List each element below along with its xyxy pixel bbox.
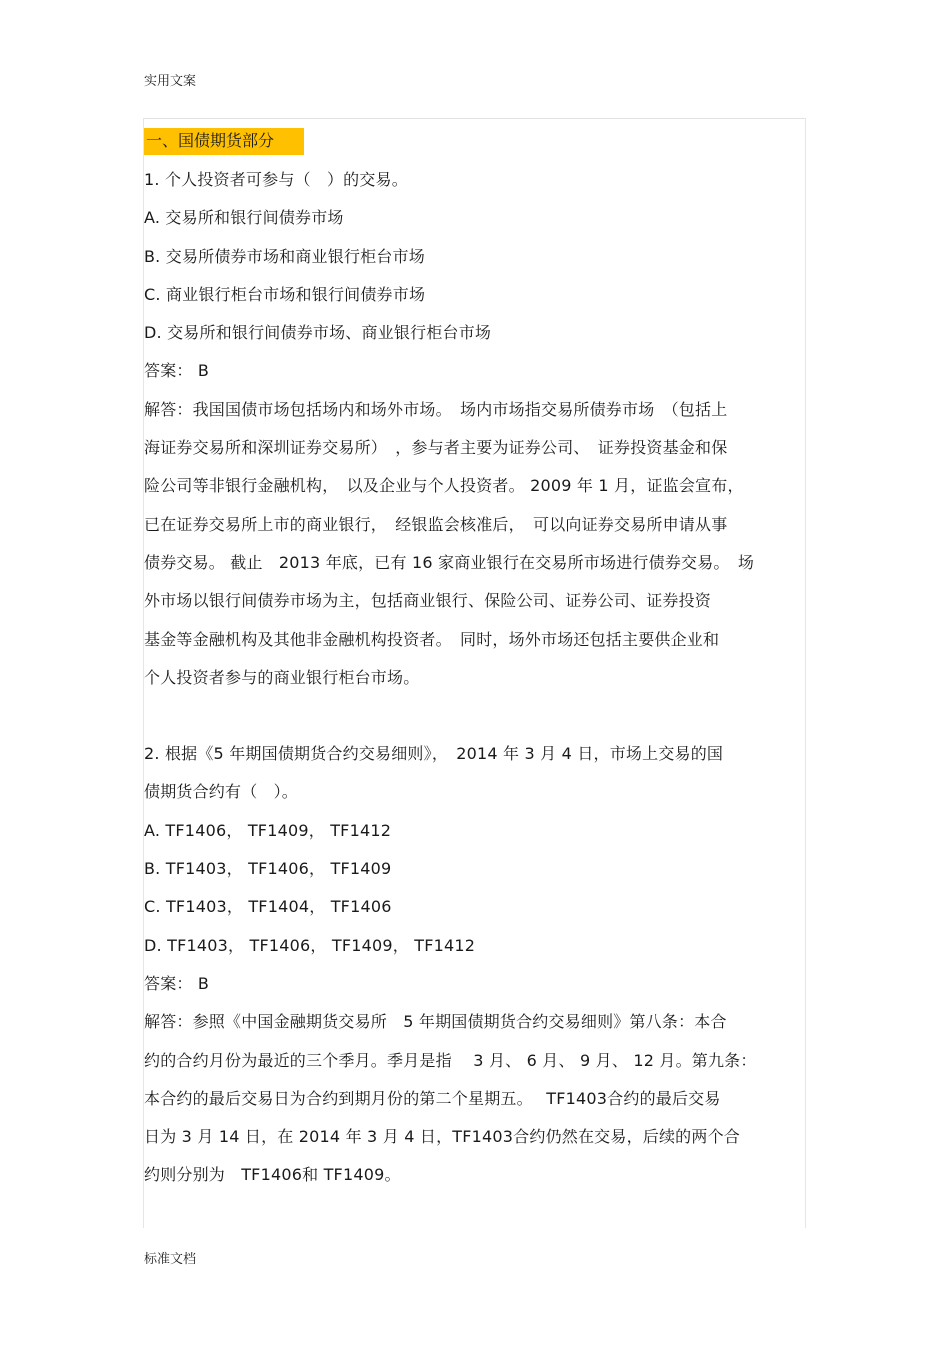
explanation-line: 外市场以银行间债券市场为主，包括商业银行、保险公司、证券公司、证券投资 (144, 591, 712, 611)
explanation-line: 险公司等非银行金融机构， 以及企业与个人投资者。 2009 年 1 月，证监会宣布， (144, 476, 744, 496)
option-a: A. TF1406， TF1409， TF1412 (144, 820, 392, 840)
explanation-line: 本合约的最后交易日为合约到期月份的第二个星期五。 TF1403合约的最后交易 (144, 1088, 721, 1108)
option-b: B. TF1403， TF1406， TF1409 (144, 859, 392, 879)
explanation-line: 基金等金融机构及其他非金融机构投资者。 同时，场外市场还包括主要供企业和 (144, 629, 720, 649)
question-1 (144, 161, 809, 697)
explanation-line: 解答：我国国债市场包括场内和场外市场。 场内市场指交易所债券市场 （包括上 (144, 399, 728, 419)
answer: 答案： B (144, 361, 210, 381)
question-spacer (144, 697, 809, 735)
option-d: D. 交易所和银行间债券市场、商业银行柜台市场 (144, 323, 492, 343)
explanation-line: 约则分别为 TF1406和 TF1409。 (144, 1165, 401, 1185)
explanation-line: 约的合约月份为最近的三个季月。季月是指 3 月、 6 月、 9 月、 12 月。第九条： (144, 1050, 757, 1070)
question-2 (144, 735, 809, 1195)
option-a: A. 交易所和银行间债券市场 (144, 208, 344, 228)
explanation-line: 个人投资者参与的商业银行柜台市场。 (144, 667, 420, 687)
answer: 答案： B (144, 973, 210, 993)
option-c: C. 商业银行柜台市场和银行间债券市场 (144, 284, 426, 304)
explanation-line: 日为 3 月 14 日，在 2014 年 3 月 4 日，TF1403合约仍然在交易，后续的两个合 (144, 1127, 740, 1147)
question-stem-line: 2. 根据《5 年期国债期货合约交易细则》， 2014 年 3 月 4 日，市场上交易的国 (144, 744, 724, 764)
explanation-line: 债券交易。 截止 2013 年底，已有 16 家商业银行在交易所市场进行债券交易。 场 (144, 552, 755, 572)
explanation-line: 已在证券交易所上市的商业银行， 经银监会核准后， 可以向证券交易所申请从事 (144, 514, 728, 534)
page-header-label: 实用文案 (144, 74, 197, 89)
option-b: B. 交易所债券市场和商业银行柜台市场 (144, 246, 425, 266)
explanation-line: 解答：参照《中国金融期货交易所 5 年期国债期货合约交易细则》第八条：本合 (144, 1012, 727, 1032)
question-stem-line: 债期货合约有（ ）。 (144, 782, 299, 802)
option-d: D. TF1403， TF1406， TF1409， TF1412 (144, 935, 476, 955)
question-stem-line: 1. 个人投资者可参与（ ）的交易。 (144, 170, 408, 189)
section-title: 一、国债期货部分 (144, 128, 304, 155)
page-footer-label: 标准文档 (144, 1252, 197, 1267)
document-content (144, 128, 809, 1195)
explanation-line: 海证券交易所和深圳证券交易所） ，参与者主要为证券公司、 证券投资基金和保 (144, 438, 728, 458)
option-c: C. TF1403， TF1404， TF1406 (144, 897, 392, 917)
